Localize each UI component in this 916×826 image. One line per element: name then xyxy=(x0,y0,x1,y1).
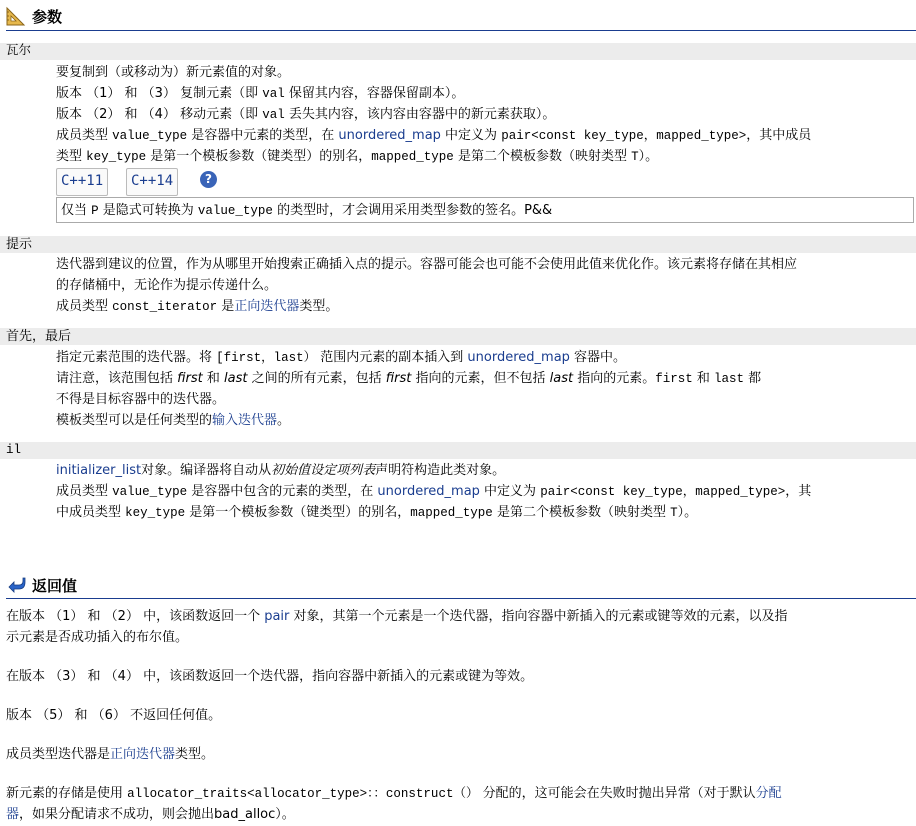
hint-line-2: 的存储桶中，无论作为提示传递什么。 xyxy=(56,278,278,293)
tab-cpp11[interactable]: C++11 xyxy=(56,168,108,196)
val-line-1: 要复制到（或移动为）新元素值的对象。 xyxy=(56,65,291,80)
param-bar-val xyxy=(0,43,916,60)
param-bar-first-last xyxy=(0,328,916,345)
return-p2: 在版本 （3） 和 （4） 中，该函数返回一个迭代器，指向容器中新插入的元素或键为等效。 xyxy=(6,669,534,684)
first-last-line-4: 模板类型可以是任何类型的输入迭代器。 xyxy=(56,413,291,428)
return-p1-line-1: 在版本 （1） 和 （2） 中，该函数返回一个 pair 对象，其第一个元素是一个迭代器，指向容器中新插入的元素或键等效的元素，以及指 xyxy=(6,609,788,624)
first-last-line-2: 请注意，该范围包括 first 和 last 之间的所有元素，包括 first 指向的元素，但不包括 last 指向的元素。first 和 last 都 xyxy=(56,371,762,386)
return-p3: 版本 （5） 和 （6） 不返回任何值。 xyxy=(6,708,222,723)
param-bar-il xyxy=(0,442,916,459)
return-p5-line-2: 器，如果分配请求不成功，则会抛出bad_alloc）。 xyxy=(6,807,295,822)
first-last-line-3: 不得是目标容器中的迭代器。 xyxy=(56,392,226,407)
param-name-il: il xyxy=(6,443,22,457)
param-name-val: 瓦尔 xyxy=(6,44,32,58)
return-arrow-icon xyxy=(6,575,26,595)
hint-line-1: 迭代器到建议的位置，作为从哪里开始搜索正确插入点的提示。容器可能会也可能不会使用此值来优化作。该元素将存储在其相应 xyxy=(56,257,798,272)
return-p5-line-1: 新元素的存储是使用 allocator_traits<allocator_type>：：construct（） 分配的，这可能会在失败时抛出异常（对于默认分配 xyxy=(6,786,782,801)
allocator-link[interactable]: 分配 xyxy=(755,786,782,801)
return-header xyxy=(6,573,77,597)
unordered-map-link-2[interactable]: unordered_map xyxy=(467,350,570,365)
val-line-2: 版本 （1） 和 （3） 复制元素（即 val 保留其内容，容器保留副本）。 xyxy=(56,86,465,101)
params-divider xyxy=(6,30,916,31)
allocator-link-2[interactable]: 器 xyxy=(6,807,20,822)
return-divider xyxy=(6,598,916,599)
hint-line-3: 成员类型 const_iterator 是正向迭代器类型。 xyxy=(56,299,339,314)
param-name-hint: 提示 xyxy=(6,237,33,252)
version-note-box: 仅当 P 是隐式可转换为 value_type 的类型时，才会调用采用类型参数的签名。P&& xyxy=(56,197,914,223)
unordered-map-link-3[interactable]: unordered_map xyxy=(377,484,480,499)
il-line-2: 成员类型 value_type 是容器中包含的元素的类型，在 unordered_map 中定义为 pair<const key_type，mapped_type>，其 xyxy=(56,484,812,499)
val-line-3: 版本 （2） 和 （4） 移动元素（即 val 丢失其内容，该内容由容器中的新元素获取）。 xyxy=(56,107,556,122)
params-header xyxy=(6,4,62,28)
tab-cpp14[interactable]: C++14 xyxy=(126,168,178,196)
forward-iterator-link[interactable]: 正向迭代器 xyxy=(234,299,300,314)
return-p4: 成员类型迭代器是正向迭代器类型。 xyxy=(6,747,215,762)
unordered-map-link[interactable]: unordered_map xyxy=(338,128,441,143)
param-name-first-last: 首先，最后 xyxy=(6,329,72,344)
val-line-5: 类型 key_type 是第一个模板参数（键类型）的别名，mapped_type 是第二个模板参数（映射类型 T）。 xyxy=(56,149,659,164)
il-line-1: initializer_list对象。编译器将自动从初始值设定项列表声明符构造此类对象。 xyxy=(56,463,506,478)
return-title: 返回值 xyxy=(32,576,78,595)
il-line-3: 中成员类型 key_type 是第一个模板参数（键类型）的别名，mapped_type 是第二个模板参数（映射类型 T）。 xyxy=(56,505,698,520)
ruler-icon xyxy=(6,6,26,26)
pair-link[interactable]: pair xyxy=(264,609,290,624)
param-bar-hint xyxy=(0,236,916,253)
initializer-list-link[interactable]: initializer_list xyxy=(56,463,142,478)
forward-iterator-link-2[interactable]: 正向迭代器 xyxy=(110,747,176,762)
return-p1-line-2: 示元素是否成功插入的布尔值。 xyxy=(6,630,189,645)
params-title: 参数 xyxy=(32,7,63,26)
first-last-line-1: 指定元素范围的迭代器。将 [first，last） 范围内元素的副本插入到 unordered_map 容器中。 xyxy=(56,350,627,365)
info-icon[interactable]: ? xyxy=(200,171,217,188)
val-line-4: 成员类型 value_type 是容器中元素的类型，在 unordered_map 中定义为 pair<const key_type，mapped_type>，其中成员 xyxy=(56,128,812,143)
input-iterator-link[interactable]: 输入迭代器 xyxy=(212,413,278,428)
